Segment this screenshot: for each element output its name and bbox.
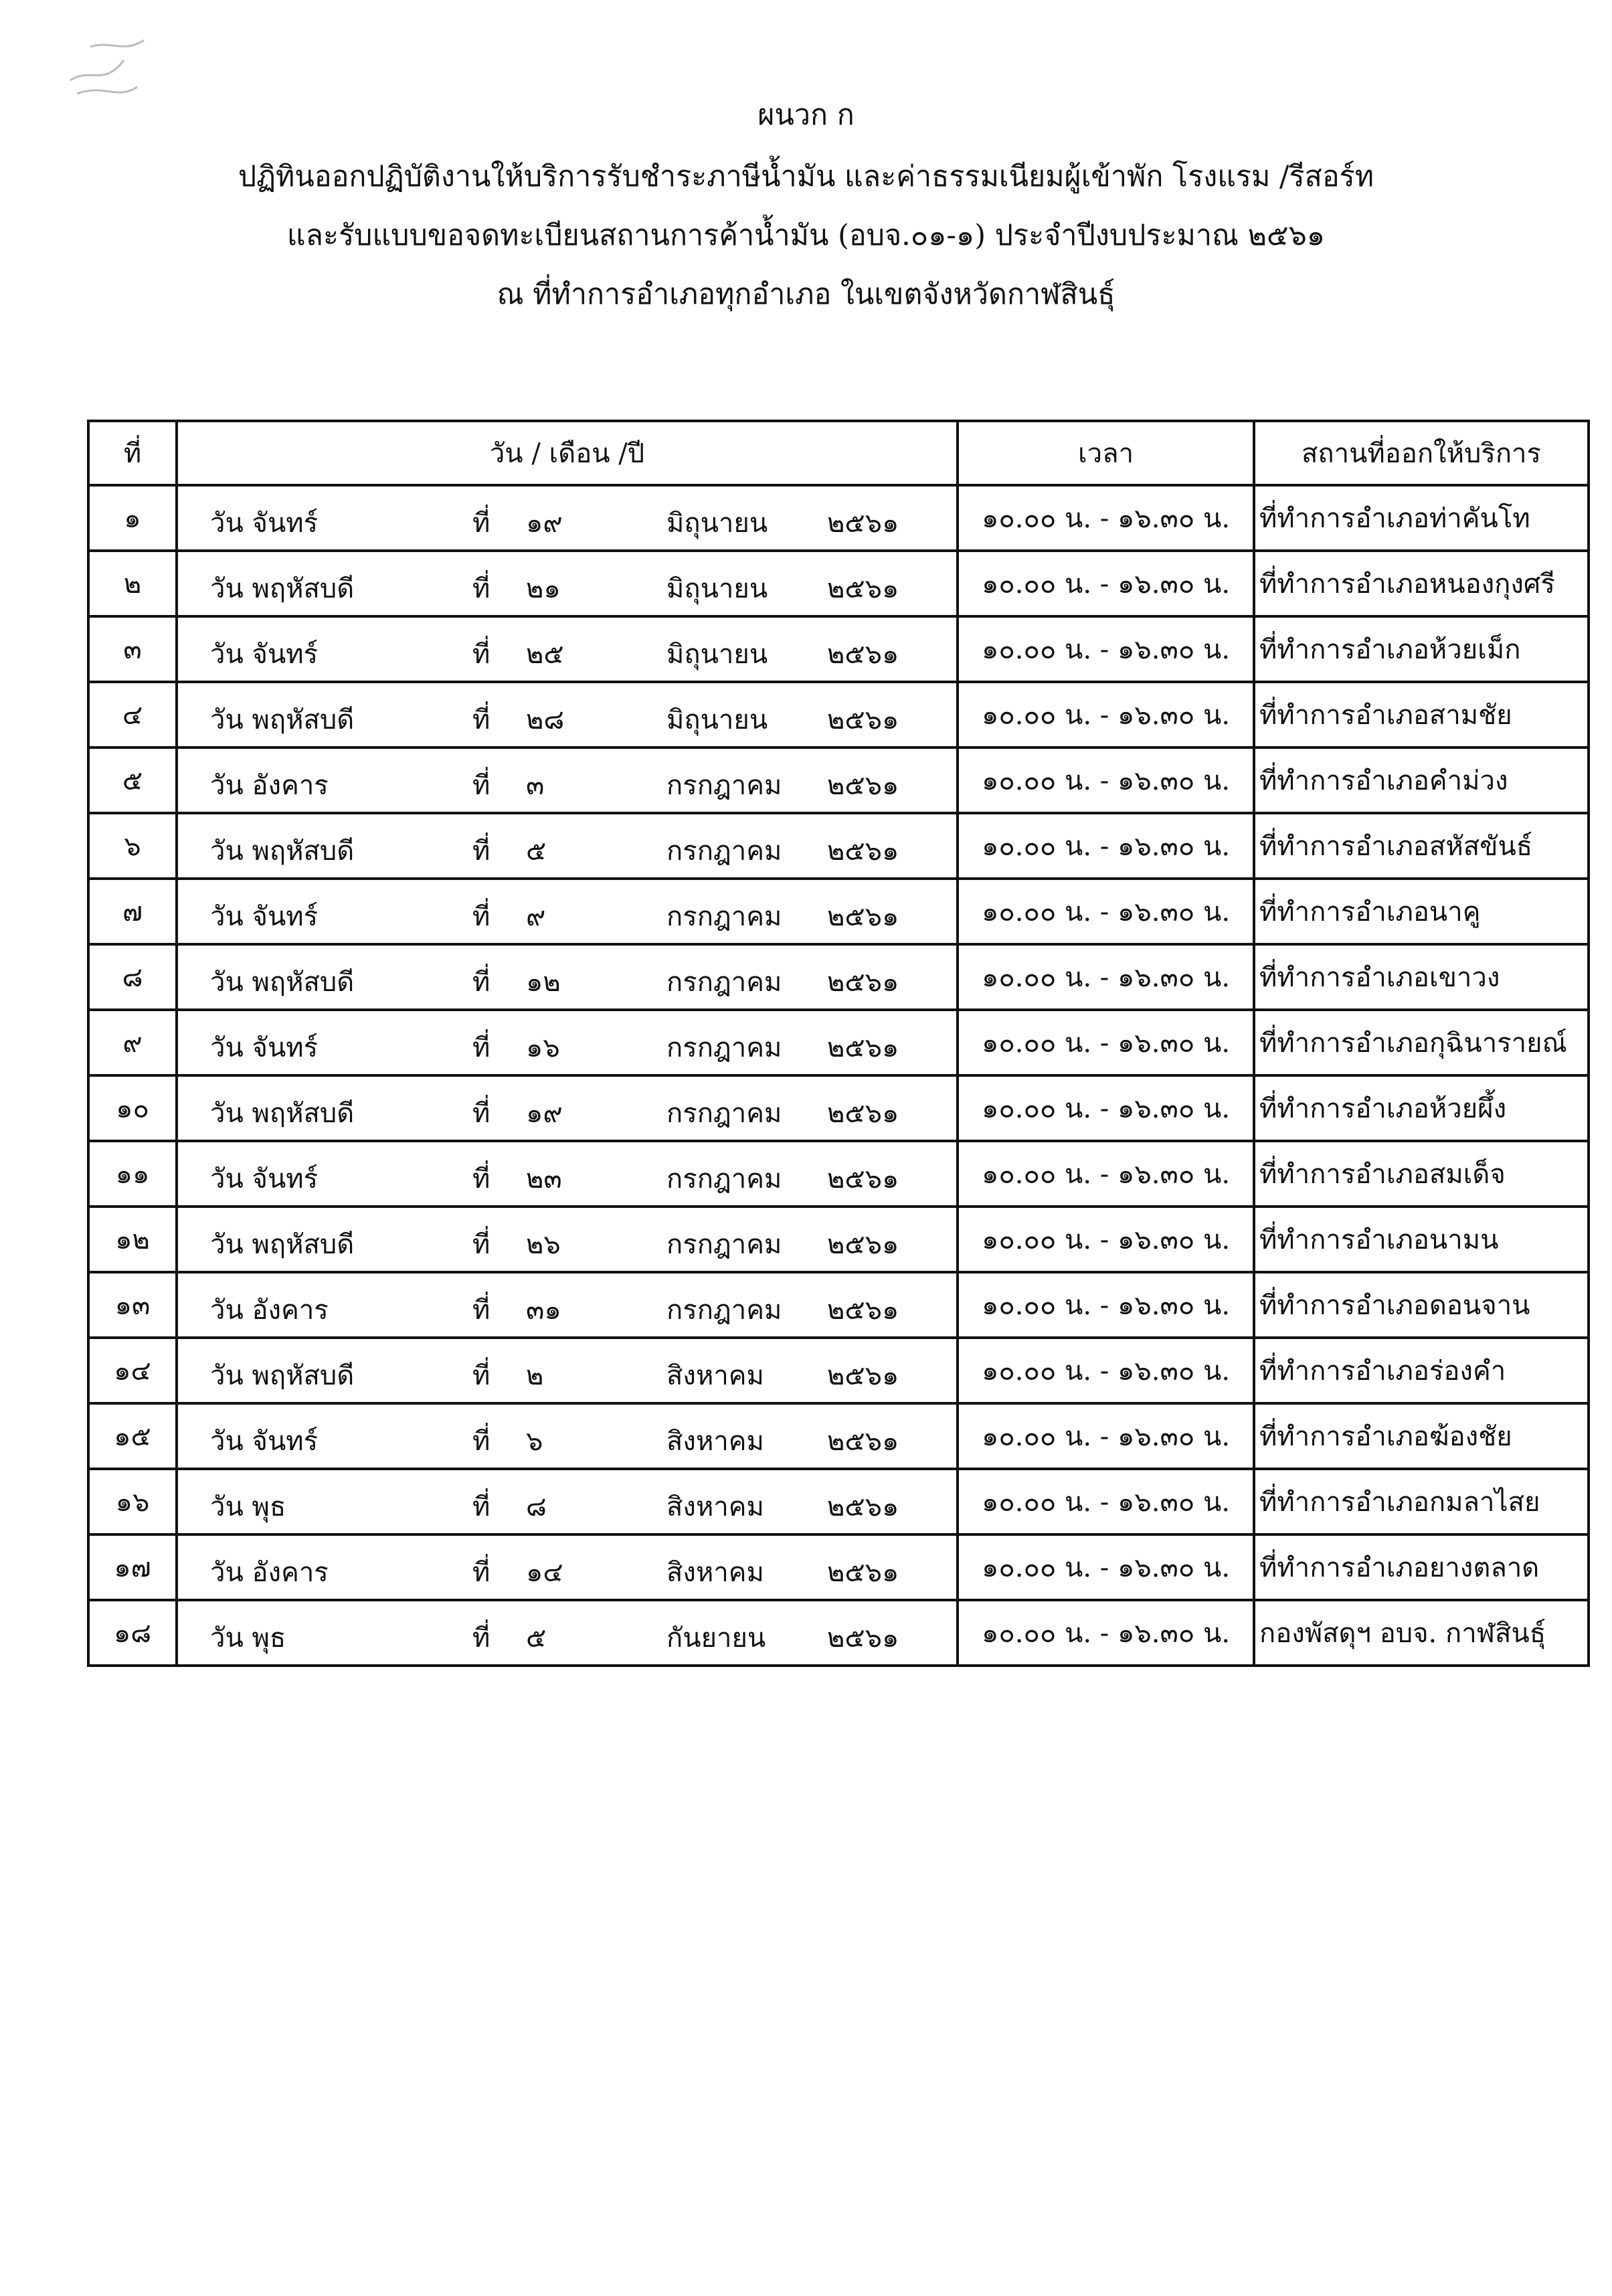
day-of-month: ๕ [526, 836, 547, 867]
title-line-1: ปฏิทินออกปฏิบัติงานให้บริการรับชำระภาษีน้ำมัน และค่าธรรมเนียมผู้เข้าพัก โรงแรม /รีสอร์ท [238, 160, 1374, 193]
year: ๒๕๖๑ [827, 836, 899, 867]
year: ๒๕๖๑ [827, 1557, 899, 1588]
date-prefix: ที่ [472, 508, 490, 539]
row-number: ๒ [88, 551, 177, 616]
year: ๒๕๖๑ [827, 639, 899, 670]
table-header-row [88, 421, 1589, 485]
weekday: วัน พฤหัสบดี [210, 573, 355, 604]
day-of-month: ๑๒ [526, 967, 561, 998]
row-number: ๑๔ [88, 1338, 177, 1403]
service-location: ที่ทำการอำเภอนาคู [1254, 879, 1589, 944]
service-time: ๑๐.๐๐ น. - ๑๖.๓๐ น. [958, 1207, 1254, 1272]
service-time: ๑๐.๐๐ น. - ๑๖.๓๐ น. [958, 944, 1254, 1010]
date-cell [177, 1403, 958, 1469]
weekday: วัน จันทร์ [210, 508, 319, 539]
date-cell [177, 944, 958, 1010]
table-row [88, 1075, 1589, 1141]
date-cell [177, 1469, 958, 1534]
day-of-month: ๓๑ [526, 1295, 561, 1326]
service-time: ๑๐.๐๐ น. - ๑๖.๓๐ น. [958, 551, 1254, 616]
weekday: วัน อังคาร [210, 1295, 329, 1326]
service-time: ๑๐.๐๐ น. - ๑๖.๓๐ น. [958, 682, 1254, 747]
date-prefix: ที่ [472, 1295, 490, 1326]
day-of-month: ๑๖ [526, 1033, 560, 1063]
date-prefix: ที่ [472, 836, 490, 867]
row-number: ๖ [88, 813, 177, 879]
appendix-label: ผนวก ก [757, 98, 855, 132]
row-number: ๑๖ [88, 1469, 177, 1534]
header-time: เวลา [958, 421, 1254, 485]
day-of-month: ๑๔ [526, 1557, 563, 1588]
weekday: วัน พุธ [210, 1623, 286, 1654]
date-prefix: ที่ [472, 770, 490, 801]
date-cell [177, 1141, 958, 1207]
day-of-month: ๒๘ [526, 705, 565, 735]
weekday: วัน จันทร์ [210, 1426, 319, 1457]
service-time: ๑๐.๐๐ น. - ๑๖.๓๐ น. [958, 1141, 1254, 1207]
day-of-month: ๓ [526, 770, 545, 801]
row-number: ๑ [88, 485, 177, 551]
year: ๒๕๖๑ [827, 573, 899, 604]
service-location: ที่ทำการอำเภอท่าคันโท [1254, 485, 1589, 551]
month: มิถุนายน [666, 705, 768, 735]
date-cell [177, 1534, 958, 1600]
row-number: ๑๐ [88, 1075, 177, 1141]
month: มิถุนายน [666, 508, 768, 539]
date-cell [177, 1272, 958, 1338]
month: กรกฎาคม [666, 901, 782, 932]
day-of-month: ๘ [526, 1492, 547, 1522]
date-cell [177, 682, 958, 747]
row-number: ๑๘ [88, 1600, 177, 1666]
weekday: วัน พฤหัสบดี [210, 1229, 355, 1260]
date-cell [177, 1600, 958, 1666]
year: ๒๕๖๑ [827, 770, 899, 801]
date-cell [177, 485, 958, 551]
table-row [88, 485, 1589, 551]
day-of-month: ๒๓ [526, 1164, 562, 1195]
row-number: ๑๓ [88, 1272, 177, 1338]
table-row [88, 1141, 1589, 1207]
row-number: ๑๑ [88, 1141, 177, 1207]
month: กรกฎาคม [666, 1098, 782, 1129]
date-prefix: ที่ [472, 1098, 490, 1129]
table-row [88, 1600, 1589, 1666]
service-location: ที่ทำการอำเภอฆ้องชัย [1254, 1403, 1589, 1469]
row-number: ๙ [88, 1010, 177, 1075]
title-line-3: ณ ที่ทำการอำเภอทุกอำเภอ ในเขตจังหวัดกาฬสินธุ์ [497, 278, 1115, 311]
weekday: วัน พฤหัสบดี [210, 967, 355, 998]
table-row [88, 1010, 1589, 1075]
service-location: ที่ทำการอำเภอห้วยผึ้ง [1254, 1075, 1589, 1141]
header-no: ที่ [88, 421, 177, 485]
service-location: ที่ทำการอำเภอสมเด็จ [1254, 1141, 1589, 1207]
document-header [0, 100, 1612, 339]
row-number: ๘ [88, 944, 177, 1010]
schedule-table [87, 420, 1590, 1667]
date-cell [177, 551, 958, 616]
date-prefix: ที่ [472, 967, 490, 998]
service-time: ๑๐.๐๐ น. - ๑๖.๓๐ น. [958, 1600, 1254, 1666]
header-date: วัน / เดือน /ปี [177, 421, 958, 485]
weekday: วัน พฤหัสบดี [210, 1360, 355, 1391]
service-time: ๑๐.๐๐ น. - ๑๖.๓๐ น. [958, 1338, 1254, 1403]
year: ๒๕๖๑ [827, 1033, 899, 1063]
year: ๒๕๖๑ [827, 1426, 899, 1457]
month: กรกฎาคม [666, 1033, 782, 1063]
table-row [88, 944, 1589, 1010]
month: กรกฎาคม [666, 1229, 782, 1260]
table-row [88, 1207, 1589, 1272]
date-prefix: ที่ [472, 639, 490, 670]
weekday: วัน จันทร์ [210, 901, 319, 932]
service-time: ๑๐.๐๐ น. - ๑๖.๓๐ น. [958, 485, 1254, 551]
day-of-month: ๒ [526, 1360, 544, 1391]
month: สิงหาคม [666, 1557, 764, 1588]
title-line-2: และรับแบบขอจดทะเบียนสถานการค้าน้ำมัน (อบจ.๐๑-๑) ประจำปีงบประมาณ ๒๕๖๑ [286, 219, 1326, 252]
service-location: ที่ทำการอำเภอนามน [1254, 1207, 1589, 1272]
date-prefix: ที่ [472, 705, 490, 735]
table-row [88, 747, 1589, 813]
year: ๒๕๖๑ [827, 967, 899, 998]
service-location: ที่ทำการอำเภอห้วยเม็ก [1254, 616, 1589, 682]
year: ๒๕๖๑ [827, 901, 899, 932]
weekday: วัน อังคาร [210, 1557, 329, 1588]
month: กรกฎาคม [666, 967, 782, 998]
date-cell [177, 1207, 958, 1272]
service-location: ที่ทำการอำเภอดอนจาน [1254, 1272, 1589, 1338]
day-of-month: ๖ [526, 1426, 543, 1457]
service-location: ที่ทำการอำเภอเขาวง [1254, 944, 1589, 1010]
service-location: ที่ทำการอำเภอกุฉินารายณ์ [1254, 1010, 1589, 1075]
row-number: ๓ [88, 616, 177, 682]
year: ๒๕๖๑ [827, 1164, 899, 1195]
service-time: ๑๐.๐๐ น. - ๑๖.๓๐ น. [958, 616, 1254, 682]
year: ๒๕๖๑ [827, 1492, 899, 1522]
weekday: วัน พฤหัสบดี [210, 705, 355, 735]
month: กันยายน [666, 1623, 766, 1654]
month: กรกฎาคม [666, 770, 782, 801]
month: มิถุนายน [666, 573, 768, 604]
weekday: วัน จันทร์ [210, 1033, 319, 1063]
month: สิงหาคม [666, 1426, 764, 1457]
service-location: ที่ทำการอำเภอหนองกุงศรี [1254, 551, 1589, 616]
date-prefix: ที่ [472, 1164, 490, 1195]
service-location: ที่ทำการอำเภอสามชัย [1254, 682, 1589, 747]
row-number: ๔ [88, 682, 177, 747]
date-prefix: ที่ [472, 1229, 490, 1260]
date-cell [177, 1075, 958, 1141]
month: สิงหาคม [666, 1492, 764, 1522]
month: กรกฎาคม [666, 1295, 782, 1326]
day-of-month: ๒๖ [526, 1229, 561, 1260]
table-row [88, 879, 1589, 944]
weekday: วัน อังคาร [210, 770, 329, 801]
row-number: ๗ [88, 879, 177, 944]
date-cell [177, 747, 958, 813]
year: ๒๕๖๑ [827, 1098, 899, 1129]
year: ๒๕๖๑ [827, 1623, 899, 1654]
service-time: ๑๐.๐๐ น. - ๑๖.๓๐ น. [958, 747, 1254, 813]
table-row [88, 1272, 1589, 1338]
date-cell [177, 1338, 958, 1403]
table-body [88, 485, 1589, 1666]
day-of-month: ๑๙ [526, 1098, 563, 1129]
year: ๒๕๖๑ [827, 1295, 899, 1326]
month: กรกฎาคม [666, 836, 782, 867]
service-time: ๑๐.๐๐ น. - ๑๖.๓๐ น. [958, 1075, 1254, 1141]
date-cell [177, 616, 958, 682]
table-row [88, 616, 1589, 682]
row-number: ๑๗ [88, 1534, 177, 1600]
date-cell [177, 879, 958, 944]
service-location: ที่ทำการอำเภอกมลาไสย [1254, 1469, 1589, 1534]
date-prefix: ที่ [472, 1033, 490, 1063]
row-number: ๕ [88, 747, 177, 813]
weekday: วัน พฤหัสบดี [210, 1098, 355, 1129]
table-row [88, 1403, 1589, 1469]
date-cell [177, 813, 958, 879]
date-prefix: ที่ [472, 901, 490, 932]
month: สิงหาคม [666, 1360, 764, 1391]
weekday: วัน จันทร์ [210, 639, 319, 670]
date-prefix: ที่ [472, 1426, 490, 1457]
day-of-month: ๒๕ [526, 639, 564, 670]
month: มิถุนายน [666, 639, 768, 670]
day-of-month: ๒๑ [526, 573, 561, 604]
weekday: วัน จันทร์ [210, 1164, 319, 1195]
year: ๒๕๖๑ [827, 1360, 899, 1391]
table-row [88, 1469, 1589, 1534]
day-of-month: ๑๙ [526, 508, 563, 539]
service-time: ๑๐.๐๐ น. - ๑๖.๓๐ น. [958, 813, 1254, 879]
service-time: ๑๐.๐๐ น. - ๑๖.๓๐ น. [958, 1534, 1254, 1600]
service-location: กองพัสดุฯ อบจ. กาฬสินธุ์ [1254, 1600, 1589, 1666]
date-prefix: ที่ [472, 573, 490, 604]
year: ๒๕๖๑ [827, 705, 899, 735]
table-row [88, 813, 1589, 879]
service-location: ที่ทำการอำเภอยางตลาด [1254, 1534, 1589, 1600]
service-time: ๑๐.๐๐ น. - ๑๖.๓๐ น. [958, 1469, 1254, 1534]
service-time: ๑๐.๐๐ น. - ๑๖.๓๐ น. [958, 1403, 1254, 1469]
service-time: ๑๐.๐๐ น. - ๑๖.๓๐ น. [958, 1010, 1254, 1075]
table-row [88, 682, 1589, 747]
date-cell [177, 1010, 958, 1075]
header-place: สถานที่ออกให้บริการ [1254, 421, 1589, 485]
month: กรกฎาคม [666, 1164, 782, 1195]
weekday: วัน พุธ [210, 1492, 286, 1522]
service-location: ที่ทำการอำเภอคำม่วง [1254, 747, 1589, 813]
service-time: ๑๐.๐๐ น. - ๑๖.๓๐ น. [958, 879, 1254, 944]
year: ๒๕๖๑ [827, 508, 899, 539]
table-row [88, 1534, 1589, 1600]
service-time: ๑๐.๐๐ น. - ๑๖.๓๐ น. [958, 1272, 1254, 1338]
date-prefix: ที่ [472, 1557, 490, 1588]
weekday: วัน พฤหัสบดี [210, 836, 355, 867]
table-row [88, 1338, 1589, 1403]
scan-mark [64, 20, 197, 107]
row-number: ๑๕ [88, 1403, 177, 1469]
date-prefix: ที่ [472, 1360, 490, 1391]
day-of-month: ๙ [526, 901, 546, 932]
date-prefix: ที่ [472, 1492, 490, 1522]
service-location: ที่ทำการอำเภอสหัสขันธ์ [1254, 813, 1589, 879]
row-number: ๑๒ [88, 1207, 177, 1272]
year: ๒๕๖๑ [827, 1229, 899, 1260]
table-row [88, 551, 1589, 616]
day-of-month: ๕ [526, 1623, 547, 1654]
service-location: ที่ทำการอำเภอร่องคำ [1254, 1338, 1589, 1403]
date-prefix: ที่ [472, 1623, 490, 1654]
